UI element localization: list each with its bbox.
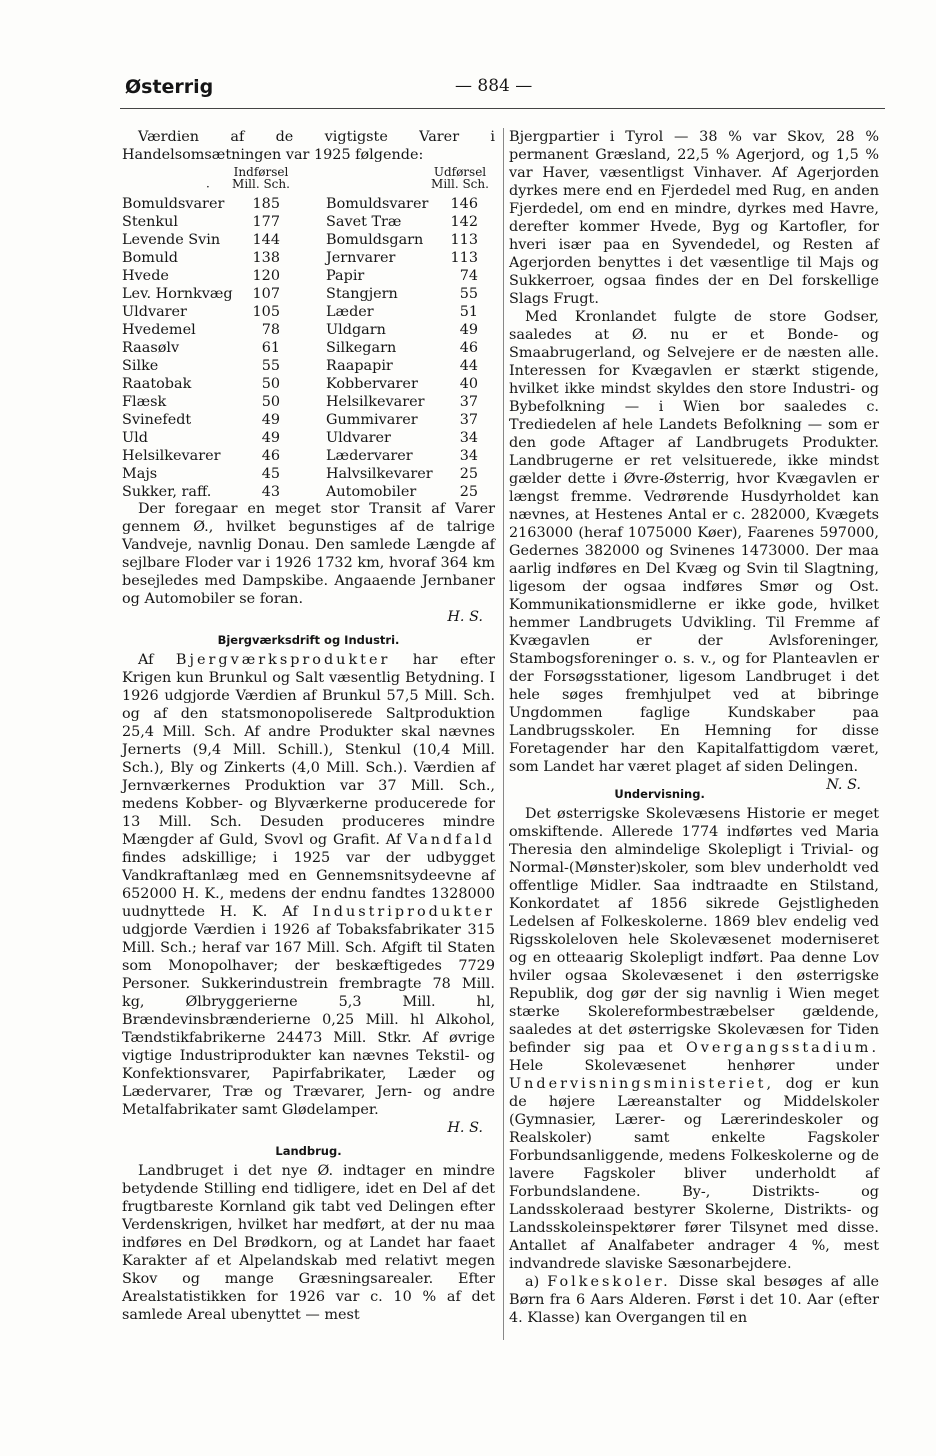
import-value: 61 xyxy=(261,340,280,356)
import-item: Levende Svin xyxy=(122,232,221,248)
export-item: Automobiler xyxy=(326,484,417,500)
import-value: 55 xyxy=(261,358,280,374)
import-value: 177 xyxy=(252,214,280,230)
export-item: Silkegarn xyxy=(326,340,397,356)
import-value: 120 xyxy=(252,268,280,284)
import-item: Stenkul xyxy=(122,214,179,230)
export-value: 25 xyxy=(459,466,478,482)
agriculture-heading: Landbrug. xyxy=(275,1144,342,1158)
export-header: Udførsel Mill. Sch. xyxy=(431,165,489,191)
trade-table xyxy=(122,166,497,500)
mining-signature: H. S. xyxy=(447,1120,483,1136)
export-value: 34 xyxy=(459,430,478,446)
export-item: Halvsilkevarer xyxy=(326,466,433,482)
import-item: Raatobak xyxy=(122,376,192,392)
import-item: Flæsk xyxy=(122,394,167,410)
export-item: Kobbervarer xyxy=(326,376,418,392)
export-item: Bomuldsvarer xyxy=(326,196,429,212)
table-row xyxy=(122,249,497,267)
table-row xyxy=(122,285,497,303)
export-item: Savet Træ xyxy=(326,214,402,230)
import-value: 105 xyxy=(252,304,280,320)
education-paragraph-1: Det østerrigske Skolevæsens Historie er meget omskiftende. Allerede 1774 indførtes ved Maria Theresia den almindelige Skolepligt i Trivial- og Normal-(Mønster)skoler, som blev underholdt ved offentlige Midler. Saa indtraadte en Stilstand, Konkordatet af 1856 sikrede Gejstligheden Ledelsen af Folkeskolerne. 1869 blev endelig ved Rigsskoleloven hele Skolevæsenet moderniseret og en otteaarig Skolepligt indført. Paa denne Lov hviler ogsaa Skolevæsenet i den østerrigske Republik, dog gør der sig navnlig i Wien meget stærke Skolereformbestræbelser gældende, saaledes at det østerrigske Skolevæsen for Tiden befinder sig paa et Overgangsstadium. Hele Skolevæsenet henhører under Undervisningsministeriet, dog er kun de højere Læreanstalter og Middelskoler (Gymnasier, Lærer- og Lærerindeskoler og Realskoler) samt enkelte Fagskoler Forbundsanliggende, medens Folkeskolerne og de lavere Fagskoler bliver underholdt af Forbundslandene. By-, Distrikts- og Landsskoleraad bestyrer Skolerne, Distrikts- og Landsskoleinspektører fører Tilsynet med disse. Antallet af Analfabeter andrager 4 %, mest indvandrede slaviske Sæsonarbejdere. xyxy=(509,806,880,1272)
import-value: 144 xyxy=(252,232,280,248)
import-item: Majs xyxy=(122,466,158,482)
export-value: 46 xyxy=(459,340,478,356)
export-value: 49 xyxy=(459,322,478,338)
transit-signature: H. S. xyxy=(447,609,483,625)
export-item: Jernvarer xyxy=(326,250,396,266)
running-title: Østerrig xyxy=(125,76,214,98)
import-item: Raasølv xyxy=(122,340,180,356)
agriculture-signature: N. S. xyxy=(826,777,861,793)
table-row xyxy=(122,411,497,429)
export-value: 37 xyxy=(459,394,478,410)
import-value: 185 xyxy=(252,196,280,212)
import-item: Svinefedt xyxy=(122,412,192,428)
export-item: Læder xyxy=(326,304,374,320)
page-number: — 884 — xyxy=(455,76,533,96)
export-value: 74 xyxy=(459,268,478,284)
import-item: Silke xyxy=(122,358,159,374)
import-value: 78 xyxy=(261,322,280,338)
export-item: Helsilkevarer xyxy=(326,394,425,410)
export-value: 40 xyxy=(459,376,478,392)
export-item: Uldgarn xyxy=(326,322,386,338)
import-item: Hvedemel xyxy=(122,322,196,338)
export-value: 55 xyxy=(459,286,478,302)
import-value: 50 xyxy=(261,376,280,392)
export-value: 44 xyxy=(459,358,478,374)
table-row xyxy=(122,321,497,339)
page-header xyxy=(125,76,883,106)
export-item: Gummivarer xyxy=(326,412,418,428)
export-value: 142 xyxy=(450,214,478,230)
agriculture-paragraph-2: Med Kronlandet fulgte de store Godser, saaledes at Ø. nu er et Bonde- og Smaabrugerland, og Selvejere er de næsten alle. Interessen for Kvægavlen er stærkt stigende, hvilket ikke mindst skyldes den store Industri- og Bybefolkning — i Wien bor saaledes c. Trediedelen af hele Landets Befolkning — som er den gode Aftager af Landbrugets Produkter. Landbrugerne er ret velsituerede, ikke mindst gælder dette i Øvre-Østerrig, hvor Kvægavlen er længst fremme. Vedrørende Husdyrholdet kan nævnes, at Hestenes Antal er c. 282000, Kvægets 2163000 (heraf 1075000 Køer), Faarenes 597000, Gedernes 382000 og Svinenes 1473000. Der maa aarlig indføres en Del Kvæg og Svin til Slagtning, ligesom der ogsaa indføres Smør og Ost. Kommunikationsmidlerne er ikke gode, hvilket hemmer Landbrugets Udvikling. Til Fremme af Kvægavlen er der Avlsforeninger, Stambogsforeninger o. s. v., og for Planteavlen er der Forsøgsstationer, ligesom Landbruget i det hele søges fremhjulpet ved at bibringe Ungdommen faglige Kundskaber paa Landbrugsskoler. En Hemning for disse Foretagender har den Kapitalfattigdom været, som Landet har været plaget af siden Delingen. N. S. xyxy=(509,309,879,793)
import-item: Bomuldsvarer xyxy=(122,196,225,212)
table-dot: · xyxy=(206,180,210,194)
export-item: Stangjern xyxy=(326,286,398,302)
export-item: Papir xyxy=(326,268,365,284)
export-value: 113 xyxy=(450,250,478,266)
agriculture-paragraph: Landbruget i det nye Ø. indtager en mindre betydende Stilling end tidligere, idet en Del af det frugtbareste Kornland gik tabt ved Delingen efter Verdenskrigen, hvilket har medført, at der nu maa indføres en Del Brødkorn, og at Landet har faaet Karakter af et Alpelandskab med relativt megen Skov og mange Græsningsarealer. Efter Arealstatistikken for 1926 var c. 10 % af det samlede Areal ubenyttet — mest xyxy=(122,1163,495,1323)
export-value: 51 xyxy=(459,304,478,320)
import-value: 49 xyxy=(261,412,280,428)
import-item: Lev. Hornkvæg xyxy=(122,286,233,302)
import-item: Sukker, raff. xyxy=(122,484,212,500)
import-value: 43 xyxy=(261,484,280,500)
table-row xyxy=(122,429,497,447)
export-value: 37 xyxy=(459,412,478,428)
table-row xyxy=(122,195,497,213)
table-row xyxy=(122,375,497,393)
table-row xyxy=(122,267,497,285)
export-value: 113 xyxy=(450,232,478,248)
export-item: Raapapir xyxy=(326,358,393,374)
trade-rows xyxy=(122,195,497,501)
table-row xyxy=(122,303,497,321)
header-rule xyxy=(120,108,885,109)
transit-paragraph: Der foregaar en meget stor Transit af Varer gennem Ø., hvilket begunstiges af de talrige Vandveje, navnlig Donau. Den samlede Længde af sejlbare Floder var i 1926 1732 km, hvoraf 364 km besejledes med Dampskibe. Angaaende Jernbaner og Automobiler se foran. xyxy=(122,501,495,607)
export-value: 34 xyxy=(459,448,478,464)
right-column xyxy=(509,128,879,1327)
import-value: 46 xyxy=(261,448,280,464)
import-item: Uldvarer xyxy=(122,304,187,320)
import-header: Indførsel Mill. Sch. xyxy=(232,165,290,191)
education-paragraph-2: a) Folkeskoler. Disse skal besøges af alle Børn fra 6 Aars Alderen. Først i det 10. Aar (efter 4. Klasse) kan Overgangen til en xyxy=(509,1274,880,1326)
import-item: Uld xyxy=(122,430,148,446)
import-value: 107 xyxy=(252,286,280,302)
import-item: Hvede xyxy=(122,268,169,284)
export-item: Lædervarer xyxy=(326,448,413,464)
mining-paragraph: Af Bjergværksprodukter har efter Krigen kun Brunkul og Salt væsentlig Betydning. I 1926 udgjorde Værdien af Brunkul 57,5 Mill. Sch. og af den statsmonopoliserede Saltproduktion 25,4 Mill. Sch. Af andre Produkter skal nævnes Jernerts (9,4 Mill. Schill.), Stenkul (10,4 Mill. Sch.), Bly og Zinkerts (4,0 Mill. Sch.). Værdien af Jernværkernes Produktion var 37 Mill. Sch., medens Kobber- og Blyværkerne producerede for 13 Mill. Sch. Desuden produceres mindre Mængder af Guld, Svovl og Grafit. Af Vandfald findes adskillige; i 1925 var der udbygget Vandkraftanlæg med en Gennemsnitsydeevne af 652000 H. K., medens der endnu fandtes 1328000 uudnyttede H. K. Af Industriprodukter udgjorde Værdien i 1926 af Tobaksfabrikater 315 Mill. Sch.; heraf var 167 Mill. Sch. Afgift til Staten som Monopolhaver; der beskæftigedes 7729 Personer. Sukkerindustrein frembragte 78 Mill. kg, Ølbryggerierne 5,3 Mill. hl, Brændevinsbrænderierne 0,25 Mill. hl Alkohol, Tændstikfabrikerne 24473 Mill. Stkr. Af øvrige vigtige Industriprodukter kan nævnes Tekstil- og Konfektionsvarer, Papirfabrikater, Læder og Lædervarer, Træ og Trævarer, Jern- og andre Metalfabrikater samt Glødelamper. xyxy=(122,652,495,1118)
table-row xyxy=(122,465,497,483)
export-item: Bomuldsgarn xyxy=(326,232,424,248)
import-value: 50 xyxy=(261,394,280,410)
table-row xyxy=(122,393,497,411)
import-value: 45 xyxy=(261,466,280,482)
export-value: 25 xyxy=(459,484,478,500)
table-row xyxy=(122,483,497,501)
table-row xyxy=(122,231,497,249)
mining-heading: Bjergværksdrift og Industri. xyxy=(217,633,400,647)
education-heading: Undervisning. xyxy=(614,787,705,801)
column-divider xyxy=(503,128,504,1340)
export-item: Uldvarer xyxy=(326,430,391,446)
agriculture-continued: Bjergpartier i Tyrol — 38 % var Skov, 28 % permanent Græsland, 22,5 % Agerjord, og 1,5 % var Haver, væsentligst Vinhaver. Af Agerjorden dyrkes mere end en Fjerdedel med Rug, en anden Fjerdedel, om end en mindre, dyrkes med Havre, derefter kommer Hvede, Byg og Kartofler, for hveri især paa en Syvendedel, og Resten af Agerjorden benyttes i det væsentlige til Majs og Sukkerroer, ogsaa findes der en Del forskellige Slags Frugt. xyxy=(509,129,879,307)
export-value: 146 xyxy=(450,196,478,212)
table-row xyxy=(122,339,497,357)
left-column xyxy=(122,128,495,1324)
import-value: 49 xyxy=(261,430,280,446)
table-row xyxy=(122,447,497,465)
table-row xyxy=(122,213,497,231)
import-value: 138 xyxy=(252,250,280,266)
table-row xyxy=(122,357,497,375)
import-item: Bomuld xyxy=(122,250,178,266)
import-item: Helsilkevarer xyxy=(122,448,221,464)
trade-intro: Værdien af de vigtigste Varer i Handelsomsætningen var 1925 følgende: xyxy=(122,129,495,163)
